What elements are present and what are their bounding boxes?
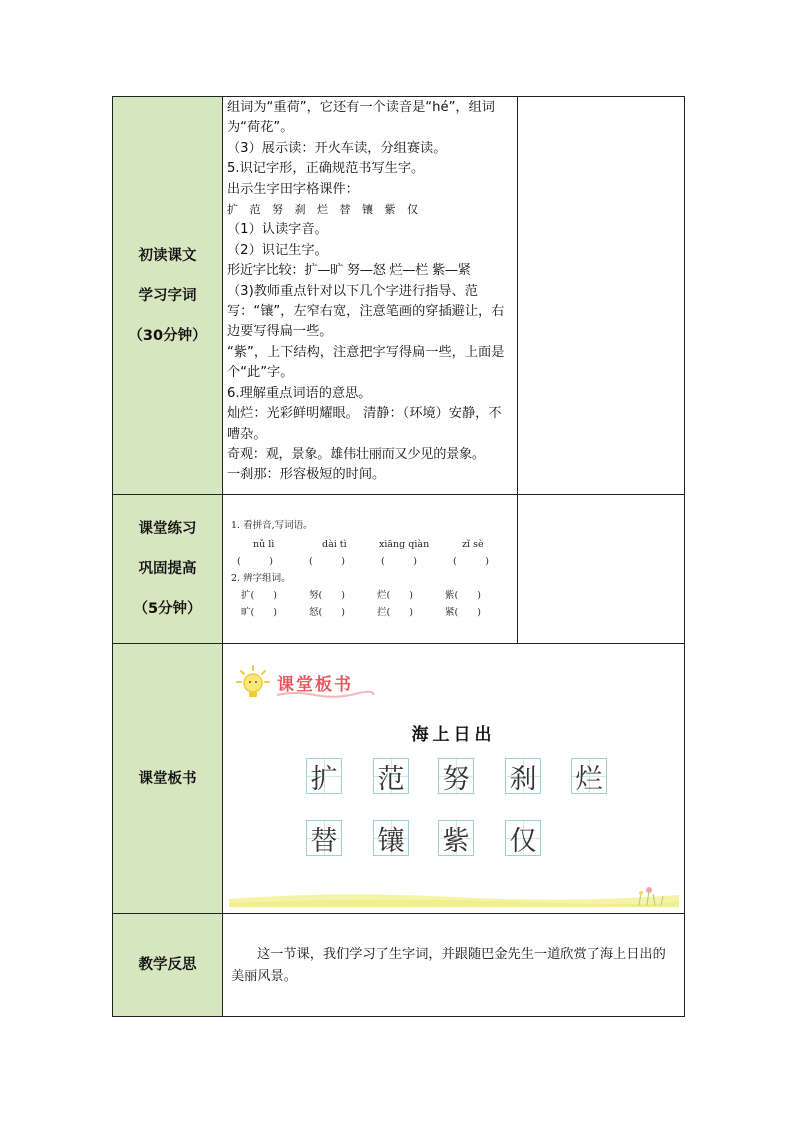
practice-content: [223, 495, 518, 643]
label-line: 课堂板书: [138, 770, 197, 787]
blank-cell: [518, 97, 684, 494]
text-line: 形近字比较：扩—旷 努—怒 烂—栏 紫—紧: [227, 263, 471, 279]
blank-cell: [518, 495, 684, 643]
char-pair: 拦( ): [377, 607, 413, 618]
char-pair: 旷( ): [241, 607, 277, 618]
row-label-board: [113, 644, 223, 913]
char-grid: 紫: [438, 820, 474, 856]
row-label-practice: [113, 495, 223, 643]
text-line: （2）识记生字。: [227, 242, 328, 258]
question-2: 2. 辨字组词。: [231, 573, 291, 584]
reflection-text: 这一节课，我们学习了生字词，并跟随巴金先生一道欣赏了海上日出的美丽风景。: [231, 947, 666, 984]
row-label-reflection: [113, 914, 223, 1016]
char-grid: 范: [373, 758, 409, 794]
lesson-title: 海上日出: [411, 725, 496, 745]
reading-content: [223, 97, 518, 494]
blank-bracket: ( ): [309, 556, 345, 567]
blank-bracket: ( ): [237, 556, 273, 567]
label-line: 初读课文: [138, 247, 197, 264]
text-line: （3)教师重点针对以下几个字进行指导、范写：“镶”，左窄右宽，注意笔画的穿插避让，右边要写得扁一些。: [227, 283, 505, 340]
char-grid: 替: [306, 820, 342, 856]
char-grid: 扩: [306, 758, 342, 794]
char-pair: 紫( ): [445, 590, 481, 601]
text-line: （1）认读字音。: [227, 222, 328, 238]
char-grid: 努: [438, 758, 474, 794]
char-pair: 怒( ): [309, 607, 345, 618]
pinyin: xiāng qiàn: [379, 539, 430, 550]
pinyin: zǐ sè: [462, 539, 484, 550]
row-label-reading: [113, 97, 223, 494]
lightbulb-icon: [235, 664, 271, 700]
lesson-plan-table: [112, 96, 685, 1017]
text-line: 5.识记字形，正确规范书写生字。: [227, 161, 425, 177]
text-line: 出示生字田字格课件：: [227, 181, 359, 197]
text-line: 6.理解重点词语的意思。: [227, 385, 372, 401]
label-line: 教学反思: [138, 957, 197, 973]
text-line: “紫”，上下结构，注意把字写得扁一些，上面是个“此”字。: [227, 344, 505, 381]
char-grid: 仅: [505, 820, 541, 856]
label-line: （5分钟）: [133, 601, 202, 617]
exercise-image: [227, 496, 513, 642]
row-practice: [113, 495, 684, 644]
char-pair: 烂( ): [377, 590, 413, 601]
board-banner: 课堂板书: [277, 675, 353, 695]
text-line: （3）展示读：开火车读，分组赛读。: [227, 140, 447, 156]
row-reflection: [113, 914, 684, 1016]
row-board: [113, 644, 684, 914]
board-cell: [223, 644, 684, 913]
label-line: 学习字词: [138, 287, 197, 304]
char-pair: 扩( ): [241, 590, 277, 601]
pinyin: nǔ lì: [253, 539, 275, 550]
grass-decoration: [229, 885, 679, 907]
label-line: （30分钟）: [128, 327, 207, 344]
blank-bracket: ( ): [381, 556, 417, 567]
text-line: 组词为“重荷”，它还有一个读音是“hé”，组词为“荷花”。: [227, 100, 495, 136]
label-line: 课堂练习: [138, 521, 197, 537]
board-image: [229, 650, 678, 907]
new-characters: 扩 范 努 刹 烂 替 镶 紫 仅: [227, 203, 422, 217]
question-1: 1. 看拼音,写词语。: [231, 520, 313, 531]
banner-underline: [275, 690, 375, 698]
char-grid: 刹: [505, 758, 541, 794]
char-pair: 努( ): [309, 590, 345, 601]
text-line: 奇观：观，景象。雄伟壮丽而又少见的景象。: [227, 446, 485, 462]
char-pair: 紧( ): [445, 607, 481, 618]
row-reading: [113, 97, 684, 495]
blank-bracket: ( ): [453, 556, 489, 567]
char-grid: 烂: [571, 758, 607, 794]
char-grid: 镶: [373, 820, 409, 856]
label-line: 巩固提高: [138, 561, 197, 577]
text-line: 灿烂：光彩鲜明耀眼。 清静：（环境）安静，不嘈杂。: [227, 406, 502, 442]
text-line: 一刹那：形容极短的时间。: [227, 467, 386, 483]
pinyin: dài tì: [322, 539, 347, 550]
